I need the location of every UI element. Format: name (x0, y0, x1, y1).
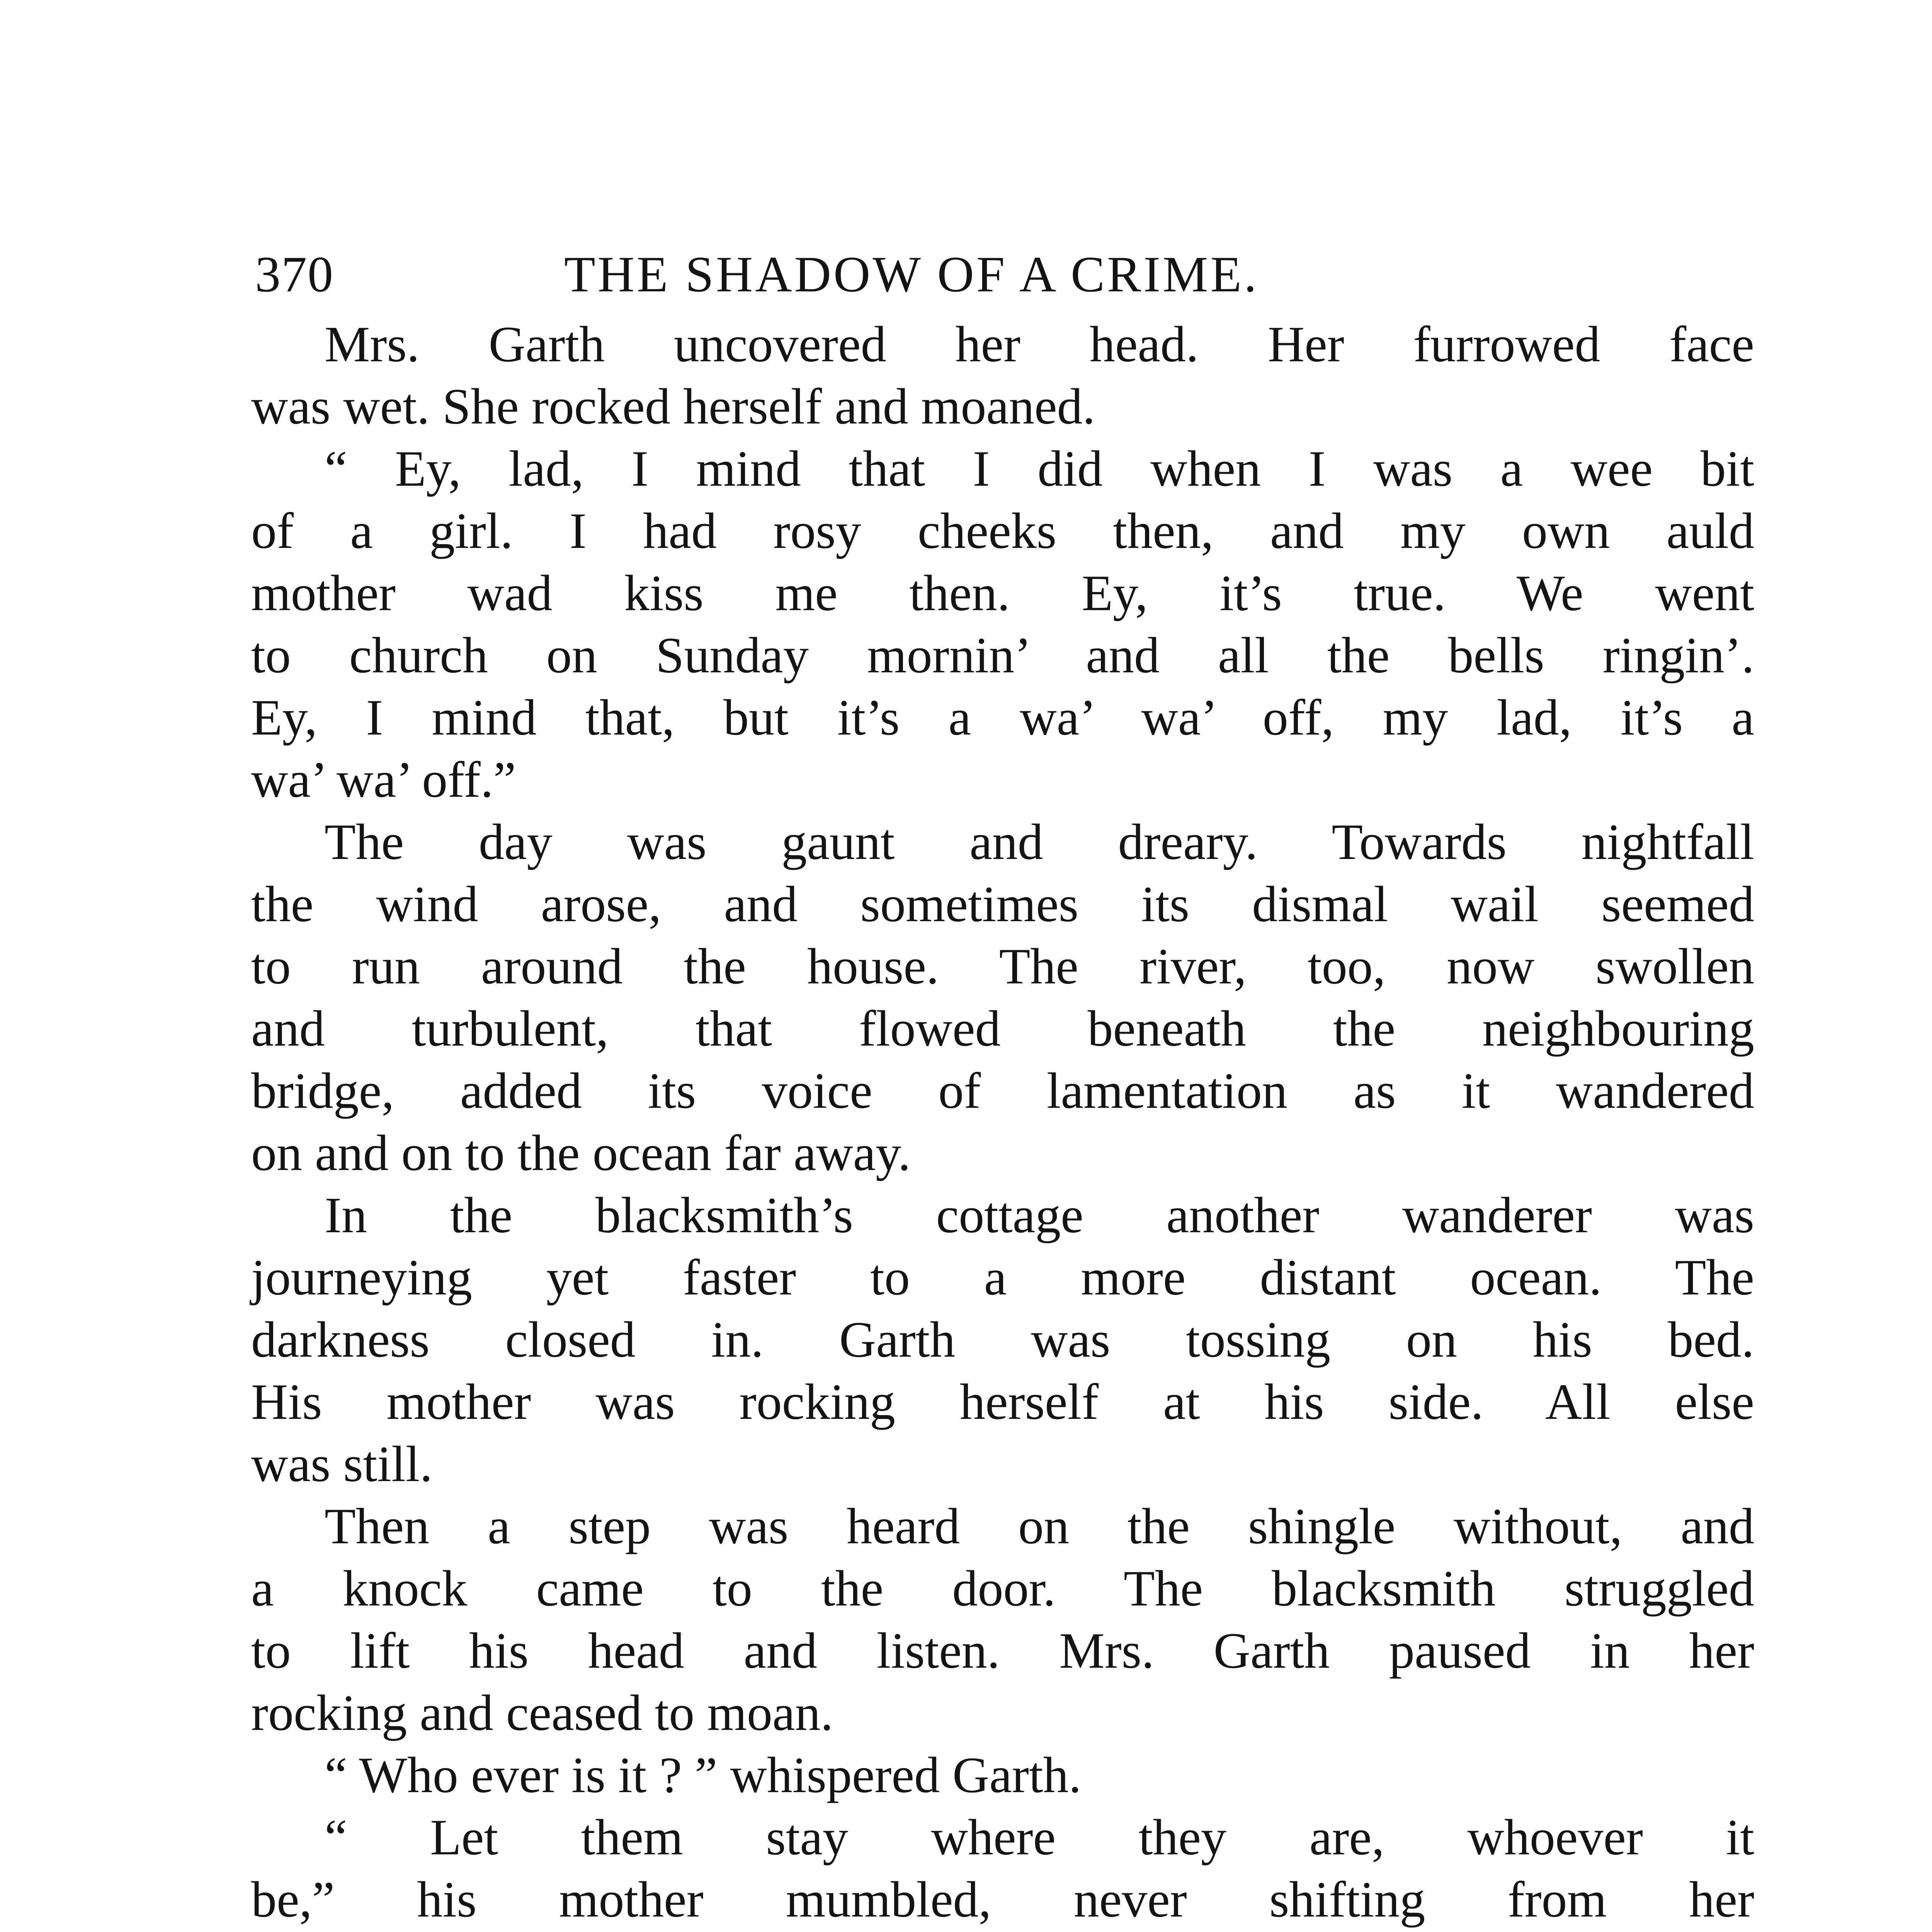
paragraph (251, 1806, 1754, 1932)
text-line: to church on Sunday mornin’ and all the bells ringin’. (251, 627, 1754, 684)
text-line: “ Ey, lad, I mind that I did when I was a wee bit (325, 440, 1754, 497)
paragraph (251, 811, 1754, 1184)
text-line: In the blacksmith’s cottage another wanderer was (325, 1187, 1754, 1243)
text-line: “ Who ever is it ? ” whispered Garth. (325, 1747, 1082, 1803)
running-head (255, 236, 1762, 313)
text-line: to lift his head and listen. Mrs. Garth paused in her (251, 1622, 1754, 1679)
text-line: be,” his mother mumbled, never shifting from her (251, 1871, 1754, 1928)
paragraph (251, 437, 1754, 811)
text-line: Mrs. Garth uncovered her head. Her furrowed face (325, 316, 1754, 372)
page-number: 370 (255, 246, 334, 303)
text-line: bridge, added its voice of lamentation as it wandered (251, 1062, 1754, 1119)
body-text (251, 313, 1754, 1932)
text-line: mother wad kiss me then. Ey, it’s true. We went (251, 565, 1754, 621)
text-line: Then a step was heard on the shingle without, and (325, 1498, 1754, 1554)
text-line: “ Let them stay where they are, whoever it (325, 1809, 1754, 1866)
text-line: was still. (251, 1435, 433, 1492)
paragraph (251, 313, 1754, 437)
paragraph (251, 1184, 1754, 1495)
text-line: was wet. She rocked herself and moaned. (251, 378, 1095, 435)
text-line: Ey, I mind that, but it’s a wa’ wa’ off, my lad, it’s a (251, 689, 1754, 746)
text-line: of a girl. I had rosy cheeks then, and my own auld (251, 502, 1754, 559)
text-line: rocking and ceased to moan. (251, 1684, 833, 1741)
text-line: journeying yet faster to a more distant ocean. The (251, 1249, 1754, 1306)
text-line: to run around the house. The river, too, now swollen (251, 938, 1754, 995)
paragraph (251, 1495, 1754, 1744)
text-line: darkness closed in. Garth was tossing on his bed. (251, 1311, 1754, 1368)
text-line: a knock came to the door. The blacksmith struggled (251, 1560, 1754, 1617)
text-line: The day was gaunt and dreary. Towards nightfall (325, 813, 1754, 870)
text-line: His mother was rocking herself at his side. All else (251, 1373, 1754, 1430)
paragraph (251, 1744, 1754, 1806)
text-line: wa’ wa’ off.” (251, 751, 516, 808)
text-line: and turbulent, that flowed beneath the neighbouring (251, 1000, 1754, 1057)
book-title: THE SHADOW OF A CRIME. (564, 246, 1259, 303)
text-line (251, 1930, 1754, 1932)
text-line: the wind arose, and sometimes its dismal wail seemed (251, 876, 1754, 932)
text-line: on and on to the ocean far away. (251, 1124, 911, 1181)
